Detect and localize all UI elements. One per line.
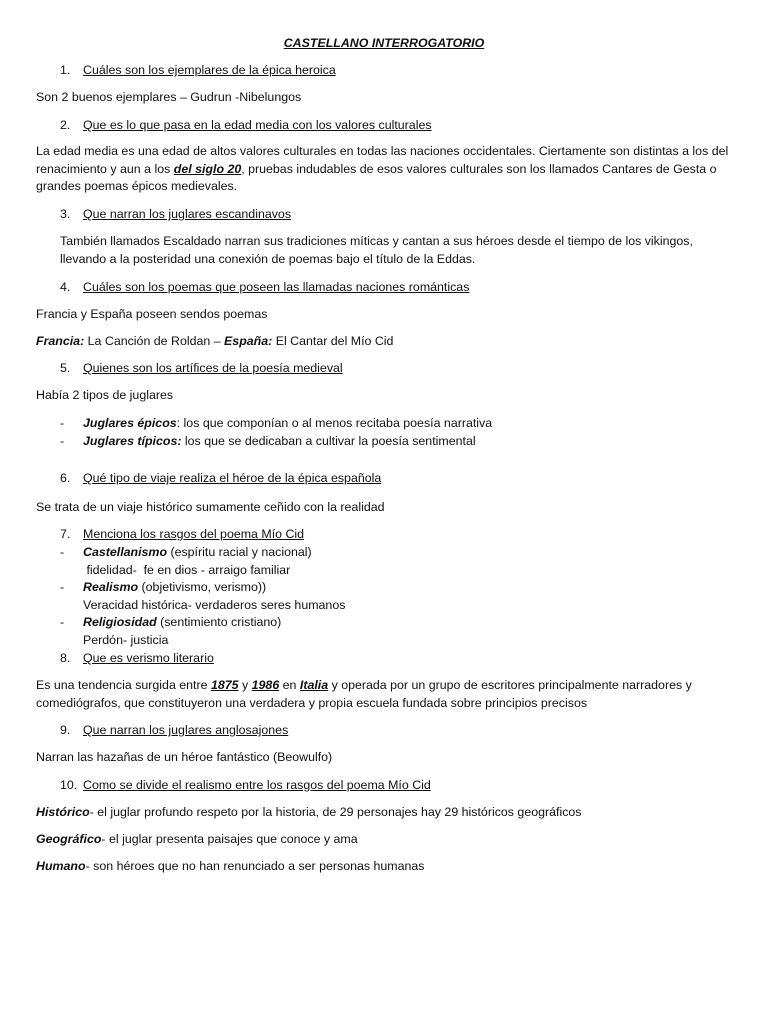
list-item (60, 544, 312, 562)
bullet-dash: - (60, 580, 65, 594)
question-8 (60, 650, 214, 668)
question-10 (60, 777, 431, 795)
list-item (60, 415, 492, 433)
item-text: : los que componían o al menos recitaba poesía narrativa (176, 416, 493, 430)
question-number: 10. (60, 778, 78, 792)
country-label: España: (224, 334, 273, 348)
question-number: 1. (60, 63, 71, 77)
answer-8 (36, 677, 736, 712)
question-number: 7. (60, 527, 71, 541)
question-text: Que es verismo literario (83, 651, 214, 665)
question-text: Que es lo que pasa en la edad media con los valores culturales (83, 118, 432, 132)
answer-6: Se trata de un viaje histórico sumamente ceñido con la realidad (36, 500, 385, 514)
item-label: Geográfico (36, 832, 102, 846)
item-text: (espíritu racial y nacional) (167, 545, 312, 559)
question-number: 9. (60, 723, 71, 737)
item-text: (objetivismo, verismo)) (138, 580, 267, 594)
item-text: - son héroes que no han renunciado a ser personas humanas (85, 859, 425, 873)
question-1 (60, 62, 336, 80)
item-label: Castellanismo (83, 545, 168, 559)
list-item (60, 433, 476, 451)
year-1986: 1986 (251, 678, 280, 692)
item-label: Humano (36, 859, 86, 873)
answer-1: Son 2 buenos ejemplares – Gudrun -Nibelungos (36, 90, 302, 104)
item-label: Histórico (36, 805, 90, 819)
answer-3: También llamados Escaldado narran sus tradiciones míticas y cantan a sus héroes desde el tiempo de los vikingos, llevando a la posteridad una conexión de poemas bajo el título de la Eddas. (60, 234, 693, 266)
poem-text: La Canción de Roldan – (84, 334, 225, 348)
question-4 (60, 279, 469, 297)
answer-4-poems (36, 333, 736, 351)
answer-text: en (279, 678, 300, 692)
question-2 (60, 117, 432, 135)
question-text: Menciona los rasgos del poema Mío Cid (83, 527, 305, 541)
question-7 (60, 526, 304, 544)
question-number: 2. (60, 118, 71, 132)
realism-historico (36, 804, 736, 822)
bullet-dash: - (60, 416, 65, 430)
realism-geografico (36, 831, 736, 849)
question-number: 8. (60, 651, 71, 665)
item-text: los que se dedicaban a cultivar la poesía sentimental (181, 434, 476, 448)
item-text: (sentimiento cristiano) (156, 615, 282, 629)
question-number: 3. (60, 207, 71, 221)
item-detail: Perdón- justicia (83, 633, 169, 647)
bullet-dash: - (60, 615, 65, 629)
item-label: Religiosidad (83, 615, 157, 629)
bullet-dash: - (60, 545, 65, 559)
answer-text: Es una tendencia surgida entre (36, 678, 211, 692)
answer-2 (36, 143, 736, 196)
item-label: Juglares épicos (83, 416, 177, 430)
question-3 (60, 206, 291, 224)
answer-5-intro: Había 2 tipos de juglares (36, 388, 174, 402)
item-text: - el juglar presenta paisajes que conoce y ama (101, 832, 358, 846)
question-text: Que narran los juglares escandinavos (83, 207, 292, 221)
question-text: Como se divide el realismo entre los rasgos del poema Mío Cid (83, 778, 431, 792)
question-number: 4. (60, 280, 71, 294)
country-label: Francia: (36, 334, 85, 348)
answer-text: La edad media es una edad de altos valores culturales en todas las naciones occidentales. Ciertamente son distintas a los del renacimiento y aun a los (36, 144, 729, 176)
item-label: Juglares típicos: (83, 434, 182, 448)
item-detail: fidelidad- fe en dios - arraigo familiar (83, 563, 291, 577)
question-text: Qué tipo de viaje realiza el héroe de la épica española (83, 471, 382, 485)
item-text: - el juglar profundo respeto por la historia, de 29 personajes hay 29 históricos geográficos (89, 805, 582, 819)
answer-text: , pruebas indudables de esos valores culturales son los llamados Cantares de Gesta o grandes poemas épicos medievales. (36, 161, 717, 194)
bullet-dash: - (60, 434, 65, 448)
item-detail: Veracidad histórica- verdaderos seres humanos (83, 598, 346, 612)
list-item (60, 614, 281, 632)
question-6 (60, 470, 381, 488)
question-number: 5. (60, 361, 71, 375)
realism-humano (36, 858, 736, 876)
poem-text: El Cantar del Mío Cid (272, 334, 394, 348)
question-number: 6. (60, 471, 71, 485)
place-italia: Italia (299, 678, 329, 692)
document-title: CASTELLANO INTERROGATORIO (283, 36, 485, 50)
question-5 (60, 360, 343, 378)
question-text: Quienes son los artífices de la poesía medieval (83, 361, 343, 375)
item-label: Realismo (83, 580, 139, 594)
question-text: Cuáles son los ejemplares de la épica heroica (83, 63, 336, 77)
answer-text: y (238, 678, 252, 692)
answer-4-intro: Francia y España poseen sendos poemas (36, 307, 268, 321)
year-1875: 1875 (210, 678, 239, 692)
question-text: Que narran los juglares anglosajones (83, 723, 289, 737)
answer-text: y operada por un grupo de escritores principalmente narradores y comediógrafos, que constituyeron una verdadera y propia escuela fundada sobre principios precisos (36, 678, 692, 710)
list-item (60, 579, 266, 597)
answer-emphasis: del siglo 20 (173, 161, 242, 176)
question-text: Cuáles son los poemas que poseen las llamadas naciones románticas (83, 280, 470, 294)
question-9 (60, 722, 288, 740)
answer-9: Narran las hazañas de un héroe fantástico (Beowulfo) (36, 750, 333, 764)
